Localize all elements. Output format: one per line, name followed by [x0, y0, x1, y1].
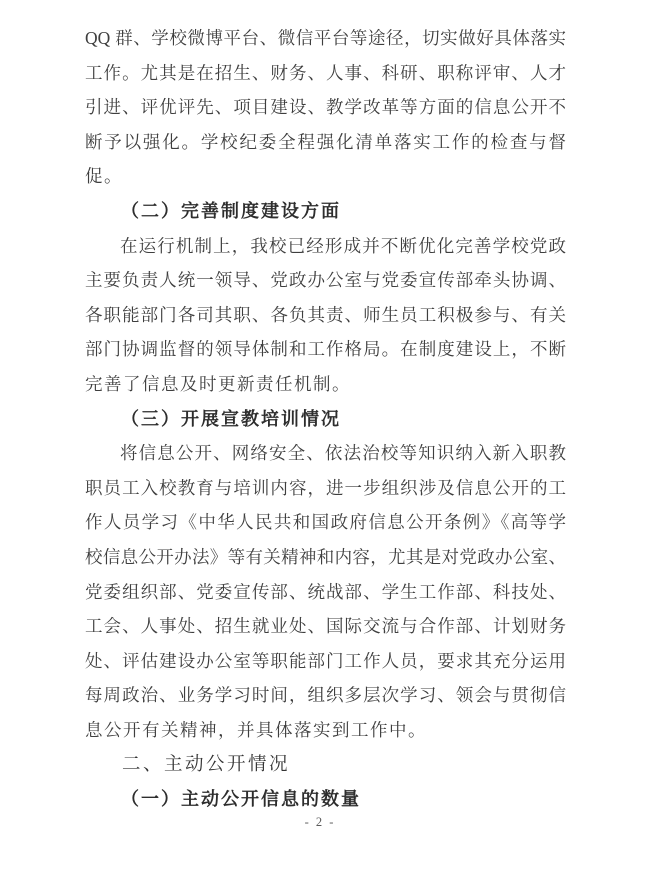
- section-heading: （三）开展宣教培训情况: [121, 408, 341, 429]
- text-line: 部门协调监督的领导体制和工作格局。在制度建设上，不断: [85, 339, 566, 360]
- text-line: 息公开有关精神，并具体落实到工作中。: [85, 719, 427, 740]
- section-heading: （二）完善制度建设方面: [121, 200, 341, 221]
- text-line: 在运行机制上，我校已经形成并不断优化完善学校党政: [120, 235, 566, 256]
- text-line: 完善了信息及时更新责任机制。: [85, 373, 351, 394]
- text-line: 校信息公开办法》等有关精神和内容，尤其是对党政办公室、: [85, 546, 566, 567]
- text-line: 引进、评优评先、项目建设、教学改革等方面的信息公开不: [85, 97, 566, 118]
- text-line: 职员工入校教育与培训内容，进一步组织涉及信息公开的工: [85, 477, 566, 498]
- section-heading: （一）主动公开信息的数量: [121, 789, 361, 810]
- text-line: 主要负责人统一领导、党政办公室与党委宣传部牵头协调、: [85, 270, 566, 291]
- text-line: 促。: [85, 166, 123, 187]
- text-line: 党委组织部、党委宣传部、统战部、学生工作部、科技处、: [85, 581, 566, 602]
- text-line: 处、评估建设办公室等职能部门工作人员，要求其充分运用: [85, 650, 566, 671]
- page-number: - 2 -: [304, 815, 336, 829]
- section-heading: 二、主动公开情况: [122, 753, 291, 775]
- text-line: 作人员学习《中华人民共和国政府信息公开条例》《高等学: [85, 512, 566, 533]
- text-line: 断予以强化。学校纪委全程强化清单落实工作的检查与督: [85, 131, 566, 152]
- text-line: 将信息公开、网络安全、依法治校等知识纳入新入职教: [120, 443, 566, 464]
- text-line: QQ 群、学校微博平台、微信平台等途径，切实做好具体落实: [85, 28, 566, 48]
- text-line: 工会、人事处、招生就业处、国际交流与合作部、计划财务: [85, 616, 566, 637]
- text-line: 每周政治、业务学习时间，组织多层次学习、领会与贯彻信: [85, 685, 566, 706]
- text-line: 工作。尤其是在招生、财务、人事、科研、职称评审、人才: [85, 62, 566, 83]
- document-content: [85, 21, 566, 817]
- text-line: 各职能部门各司其职、各负其责、师生员工积极参与、有关: [85, 304, 566, 325]
